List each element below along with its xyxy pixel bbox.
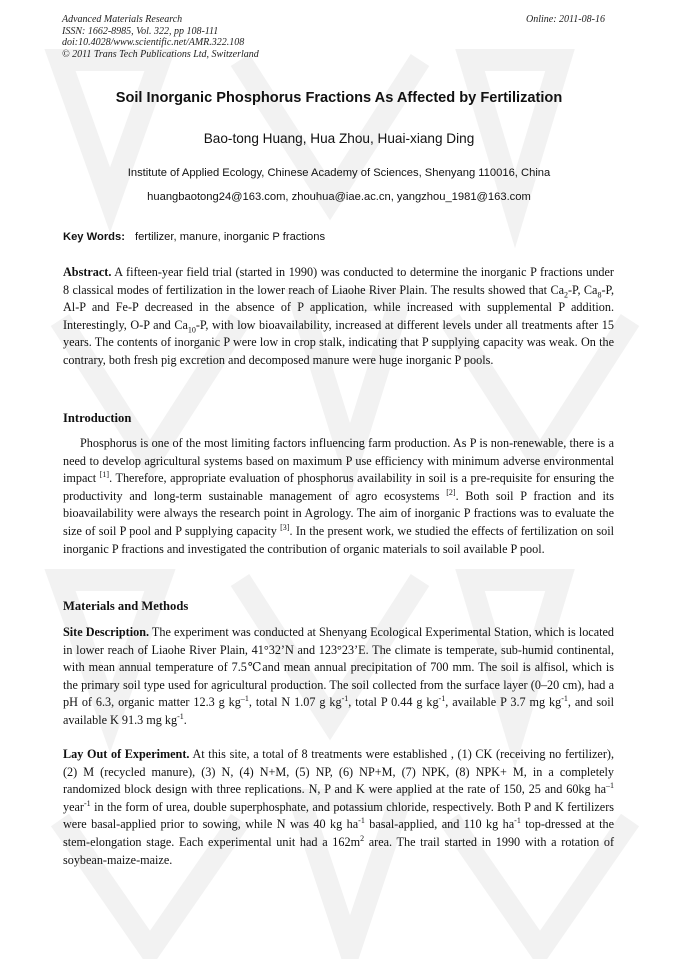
doi-line: doi:10.4028/www.scientific.net/AMR.322.108	[62, 37, 245, 48]
site-description-paragraph: Site Description. The experiment was conducted at Shenyang Ecological Experimental Station, which is located in lower reach of Liaohe River Plain, 41°32’N and 123°23’E. The climate is temperate, sub-humid continental, with mean annual temperature of 7.5℃and mean annual precipitation of 700 mm. The soil is alfisol, which is the primary soil type used for agricultural production. The soil collected from the surface layer (0–20 cm), had a pH of 6.3, organic matter 12.3 g $kg^{-1}$, total N 1.07 g $kg^{-1}$, total P 0.44 g $kg^{-1}$, available P 3.7 mg $kg^{-1}$, and soil available K 91.3 mg $kg^{-1}$.	[63, 625, 615, 727]
author-emails: huangbaotong24@163.com, zhouhua@iae.ac.cn, yangzhou_1981@163.com	[147, 191, 531, 203]
citation-2: [2]	[446, 487, 456, 497]
journal-header	[62, 14, 259, 60]
issn-line: ISSN: 1662-8985, Vol. 322, pp 108-111	[62, 25, 219, 37]
layout-experiment-label: Lay Out of Experiment.	[63, 747, 190, 761]
keywords-line	[63, 231, 325, 243]
paper-title: Soil Inorganic Phosphorus Fractions As Affected by Fertilization	[115, 90, 563, 106]
abstract-paragraph: Abstract. A fifteen-year field trial (started in 1990) was conducted to determine the inorganic P fractions under 8 classical modes of fertilization in the lower reach of Liaohe River Plain. The results showed that $Ca_2-P$, $Ca_8-P$, Al-P and Fe-P decreased in the absence of P application, while increased with supplemental P addition. Interestingly, O-P and $Ca_{10}-P$, with low bioavailability, increased at different levels under all treatments after 15 years. The contents of inorganic P were low in crop stalk, indicating that P supplying capacity was weak. On the contrary, both fresh pig excretion and decomposed manure were huge inorganic P pools.	[63, 265, 614, 367]
keywords-label: Key Words:	[63, 231, 125, 243]
keywords-value: fertilizer, manure, inorganic P fractions	[134, 231, 326, 243]
citation-1: [1]	[99, 470, 110, 480]
journal-name: Advanced Materials Research	[62, 14, 183, 25]
methods-heading: Materials and Methods	[63, 599, 189, 613]
affiliation: Institute of Applied Ecology, Chinese Academy of Sciences, Shenyang 110016, China	[127, 167, 551, 179]
online-date: Online: 2011-08-16	[526, 14, 605, 25]
introduction-paragraph: Phosphorus is one of the most limiting factors influencing farm production. As P is non-renewable, there is a need to develop agricultural systems based on maximum P use efficiency with minimum adverse environmental impact [1]. Therefore, appropriate evaluation of phosphorus availability in soil is a pre-requisite for ensuring the productivity and long-term sustainable management of agro ecosystems [2]. Both soil P fraction and its bioavailability were always the research point in Agrology. The aim of inorganic P fractions was to evaluate the size of soil P pool and P supplying capacity [3]. In the present work, we studied the effects of fertilization on soil inorganic P fractions and investigated the contribution of organic materials to soil available P pool.	[63, 436, 614, 556]
copyright-line: © 2011 Trans Tech Publications Ltd, Switzerland	[62, 48, 259, 60]
author-list: Bao-tong Huang, Hua Zhou, Huai-xiang Ding	[203, 131, 475, 146]
site-description-label: Site Description.	[63, 625, 150, 639]
abstract-label: Abstract.	[63, 265, 112, 279]
layout-experiment-paragraph: Lay Out of Experiment. At this site, a total of 8 treatments were established , (1) CK (receiving no fertilizer), (2) M (recycled manure), (3) N, (4) N+M, (5) NP, (6) NP+M, (7) NPK, (8) NPK+ M, in a completely randomized block design with three replications. N, P and K were applied at the rate of 150, 25 and 60kg $ha^{-1}$ year$^{-1}$ in the form of urea, double superphosphate, and potassium chloride, respectively. Both P and K fertilizers were basal-applied prior to sowing, while N was 40 kg $ha^{-1}$ basal-applied, and 110 kg $ha^{-1}$ top-dressed at the stem-elongation stage. Each experimental unit had a $162m^2$ area. The trail started in 1990 with a rotation of soybean-maize-maize.	[63, 747, 615, 867]
citation-3: [3]	[280, 522, 290, 532]
introduction-heading: Introduction	[63, 411, 132, 425]
